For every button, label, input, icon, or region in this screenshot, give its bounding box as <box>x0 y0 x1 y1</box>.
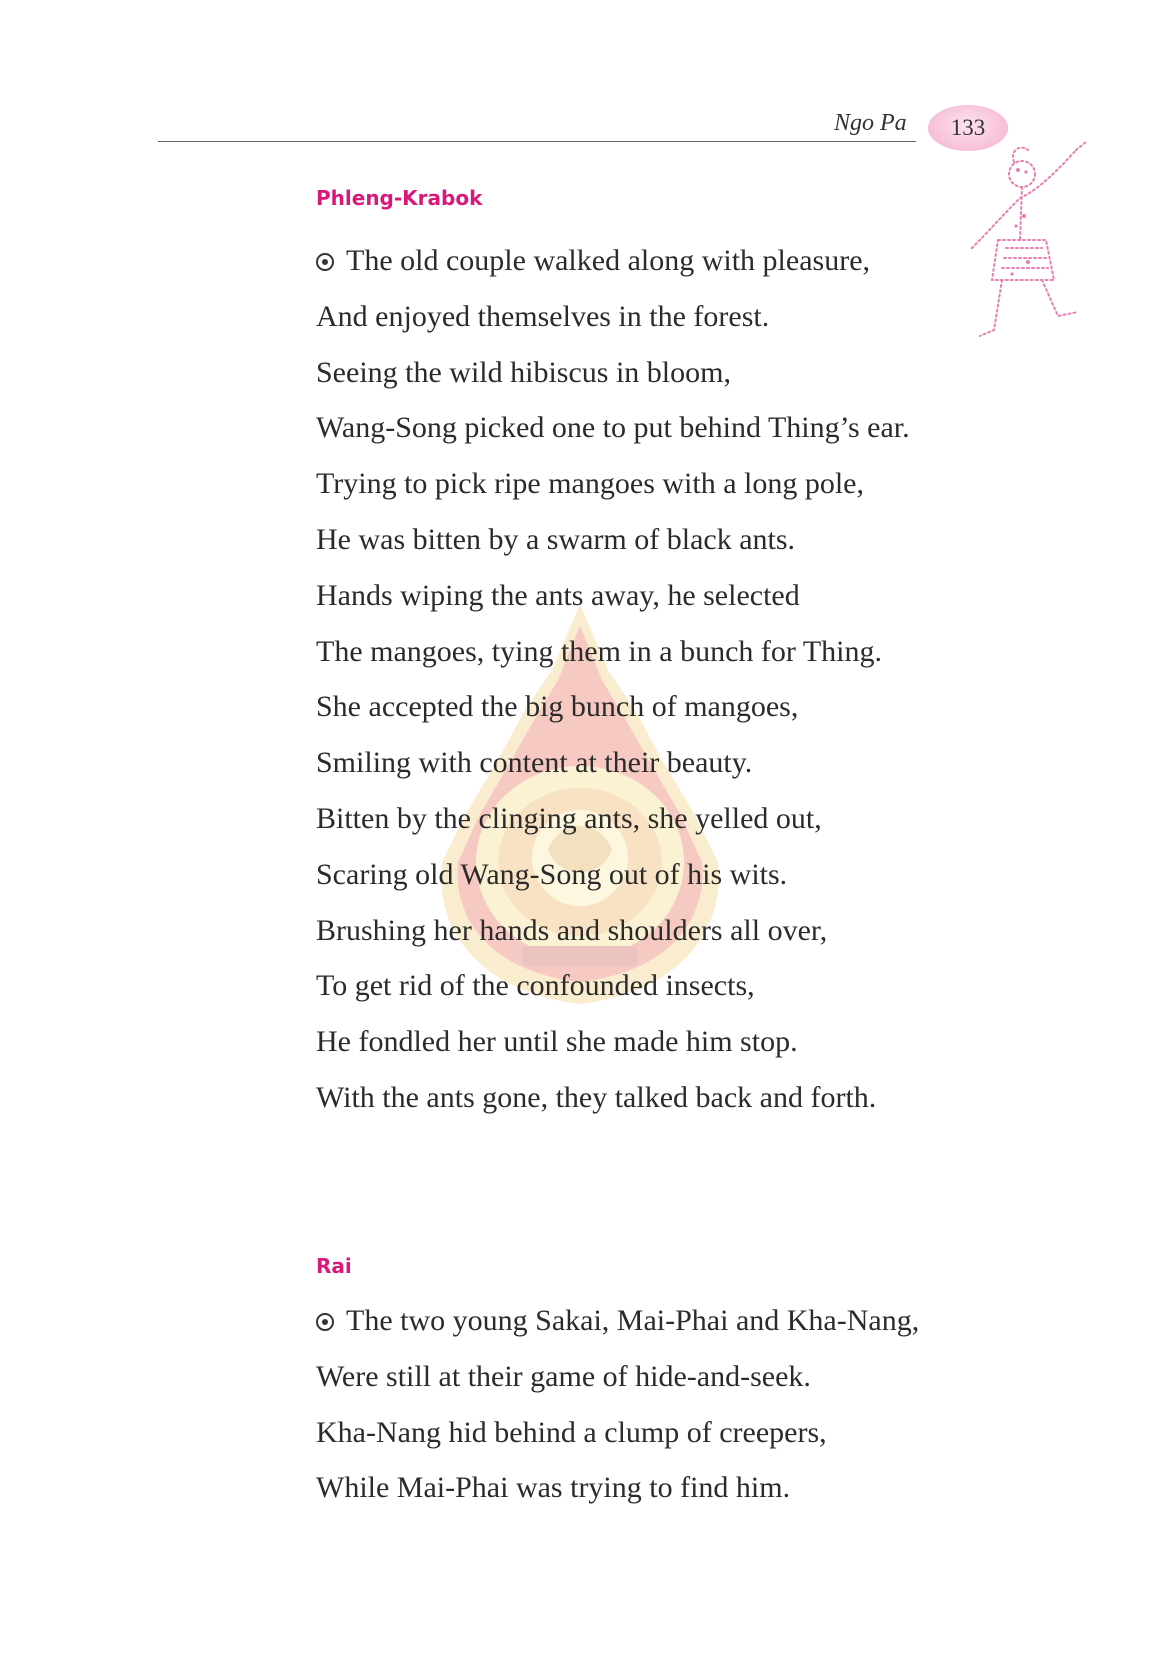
verse-line: And enjoyed themselves in the forest. <box>316 299 770 333</box>
verse-line: Scaring old Wang-Song out of his wits. <box>316 857 788 891</box>
verse-line: Wang-Song picked one to put behind Thing’s ear. <box>316 411 910 445</box>
verse-line: While Mai-Phai was trying to find him. <box>316 1471 791 1505</box>
verse-line: Trying to pick ripe mangoes with a long pole, <box>316 467 864 501</box>
bullet-icon <box>316 253 334 271</box>
running-title: Ngo Pa <box>834 110 907 136</box>
verse-block <box>316 233 910 1126</box>
verse-line: Were still at their game of hide-and-seek. <box>316 1359 811 1393</box>
verse-line: Smiling with content at their beauty. <box>316 746 753 780</box>
verse-line: He was bitten by a swarm of black ants. <box>316 522 796 556</box>
verse-line: Brushing her hands and shoulders all over, <box>316 913 828 947</box>
header-rule <box>158 141 916 142</box>
verse-line: The old couple walked along with pleasure, <box>316 233 910 289</box>
dancer-figure-icon <box>958 140 1118 350</box>
verse-line: Bitten by the clinging ants, she yelled out, <box>316 801 822 835</box>
bullet-icon <box>316 1313 334 1331</box>
verse-line: Seeing the wild hibiscus in bloom, <box>316 355 731 389</box>
verse-block <box>316 1293 919 1516</box>
section-title: Rai <box>316 1254 352 1278</box>
verse-line: Kha-Nang hid behind a clump of creepers, <box>316 1415 827 1449</box>
section-title: Phleng-Krabok <box>316 186 483 210</box>
verse-line: With the ants gone, they talked back and forth. <box>316 1080 877 1114</box>
verse-line: He fondled her until she made him stop. <box>316 1025 798 1059</box>
verse-line: To get rid of the confounded insects, <box>316 969 755 1003</box>
verse-line: The mangoes, tying them in a bunch for Thing. <box>316 634 883 668</box>
verse-line: Hands wiping the ants away, he selected <box>316 578 800 612</box>
page-number: 133 <box>950 115 986 140</box>
verse-line: She accepted the big bunch of mangoes, <box>316 690 799 724</box>
verse-line: The two young Sakai, Mai-Phai and Kha-Nang, <box>316 1293 919 1349</box>
